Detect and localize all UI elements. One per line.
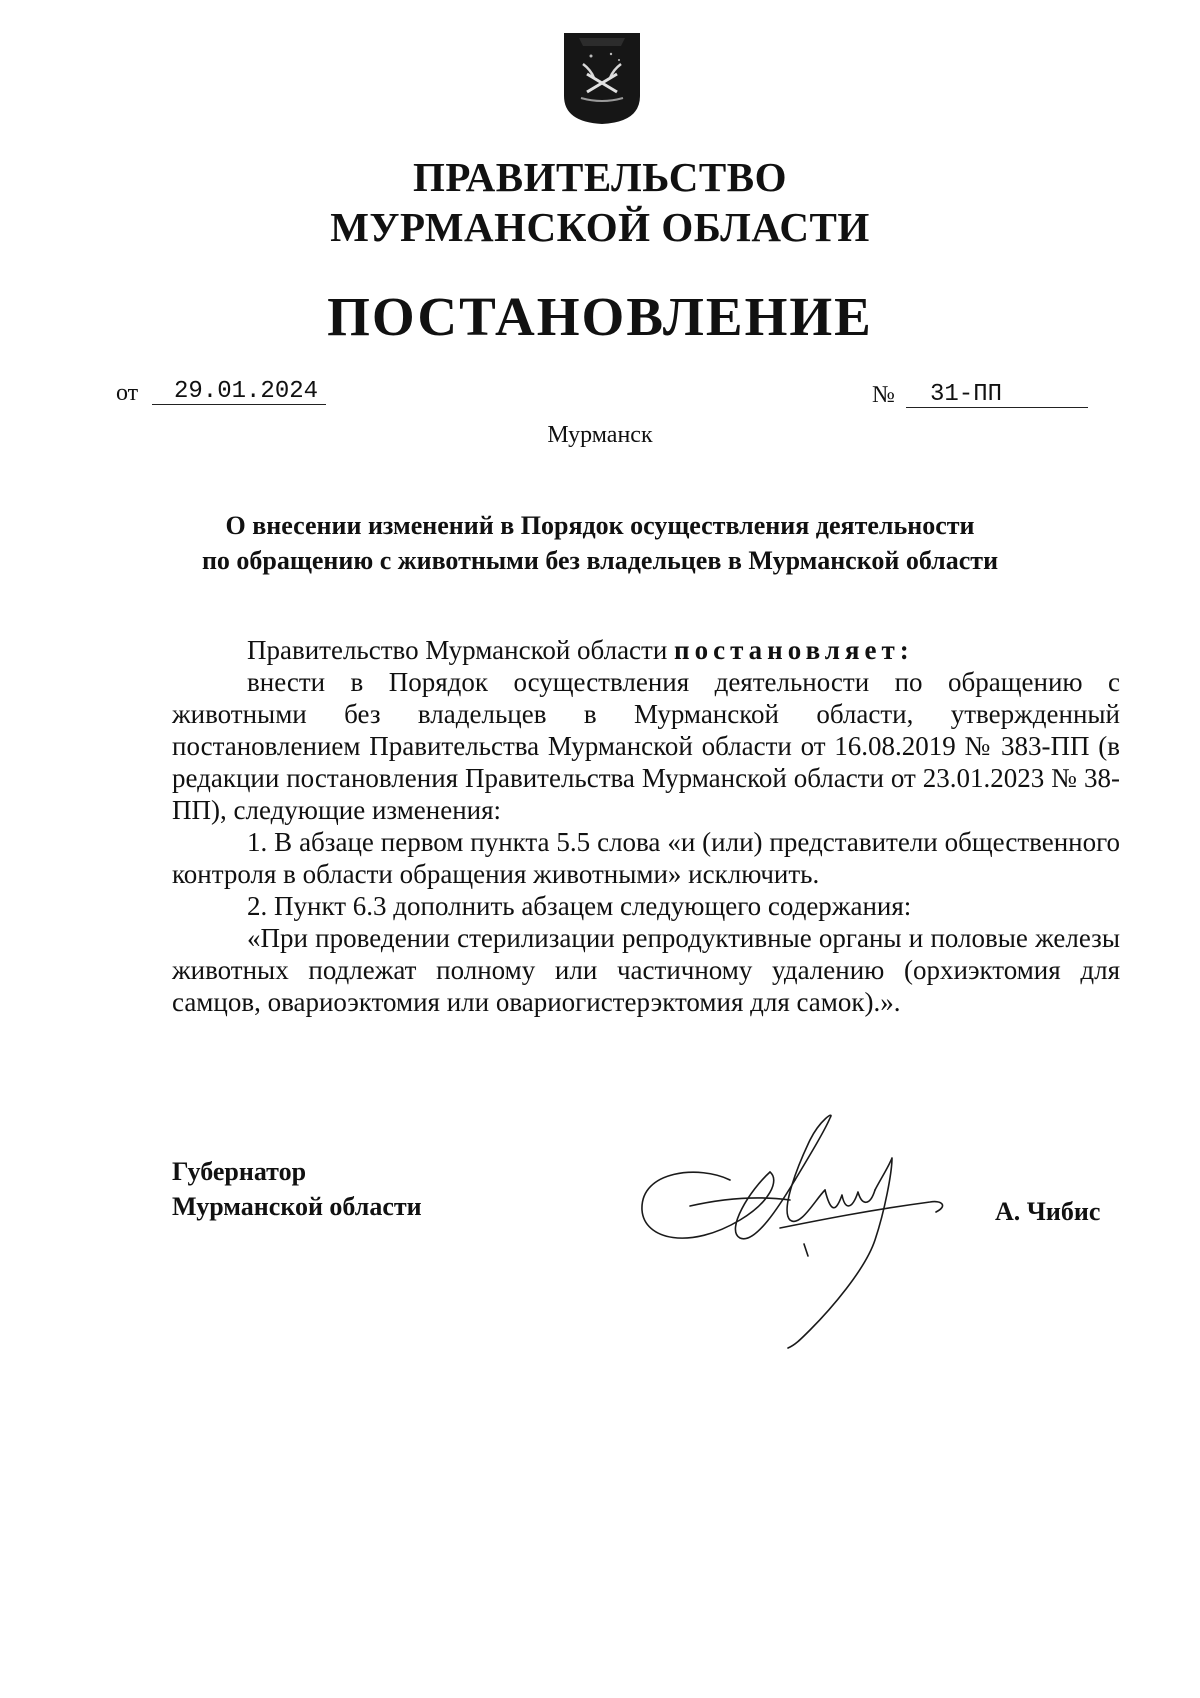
- signer-title-line-1: Губернатор: [172, 1157, 307, 1186]
- document-subject: [0, 508, 1200, 578]
- paragraph-3: 2. Пункт 6.3 дополнить абзацем следующего содержания:: [247, 891, 912, 921]
- paragraph-4: «При проведении стерилизации репродуктивные органы и половые железы животных подлежат полному или частичному удалению (орхиэктомия для самцов, овариоэктомия или овариогистерэктомия для самок).».: [172, 923, 1120, 1017]
- coat-of-arms-icon: [561, 30, 643, 126]
- number-prefix: №: [872, 382, 895, 408]
- signer-name: А. Чибис: [995, 1197, 1101, 1226]
- city: Мурманск: [547, 422, 653, 448]
- paragraph-2: 1. В абзаце первом пункта 5.5 слова «и (или) представители общественного контроля в области обращения животными» исключить.: [172, 827, 1120, 889]
- organization-name: [0, 152, 1200, 252]
- signer-title: [172, 1154, 422, 1224]
- document-date: 29.01.2024: [174, 378, 319, 405]
- intro-paragraph: [172, 634, 1120, 666]
- intro-decree-word: постановляет:: [674, 635, 914, 665]
- subject-line-1: О внесении изменений в Порядок осуществления деятельности: [225, 511, 975, 540]
- date-prefix: от: [116, 380, 139, 406]
- subject-line-2: по обращению с животными без владельцев в Мурманской области: [201, 546, 999, 575]
- org-line-1: ПРАВИТЕЛЬСТВО: [412, 154, 788, 200]
- intro-text: Правительство Мурманской области: [247, 635, 675, 665]
- handwritten-signature-icon: [630, 1110, 960, 1360]
- signer-title-line-2: Мурманской области: [172, 1192, 422, 1221]
- document-type: ПОСТАНОВЛЕНИЕ: [327, 286, 873, 347]
- document-body: [172, 634, 1120, 1018]
- paragraph-1: внести в Порядок осуществления деятельности по обращению с животными без владельцев в Мурманской области, утвержденный постановлением Правительства Мурманской области от 16.08.2019 № 383-ПП (в редакции постановления Правительства Мурманской области от 23.01.2023 № 38-ПП), следующие изменения:: [172, 667, 1120, 825]
- document-number: 31-ПП: [930, 381, 1003, 408]
- org-line-2: МУРМАНСКОЙ ОБЛАСТИ: [330, 204, 870, 250]
